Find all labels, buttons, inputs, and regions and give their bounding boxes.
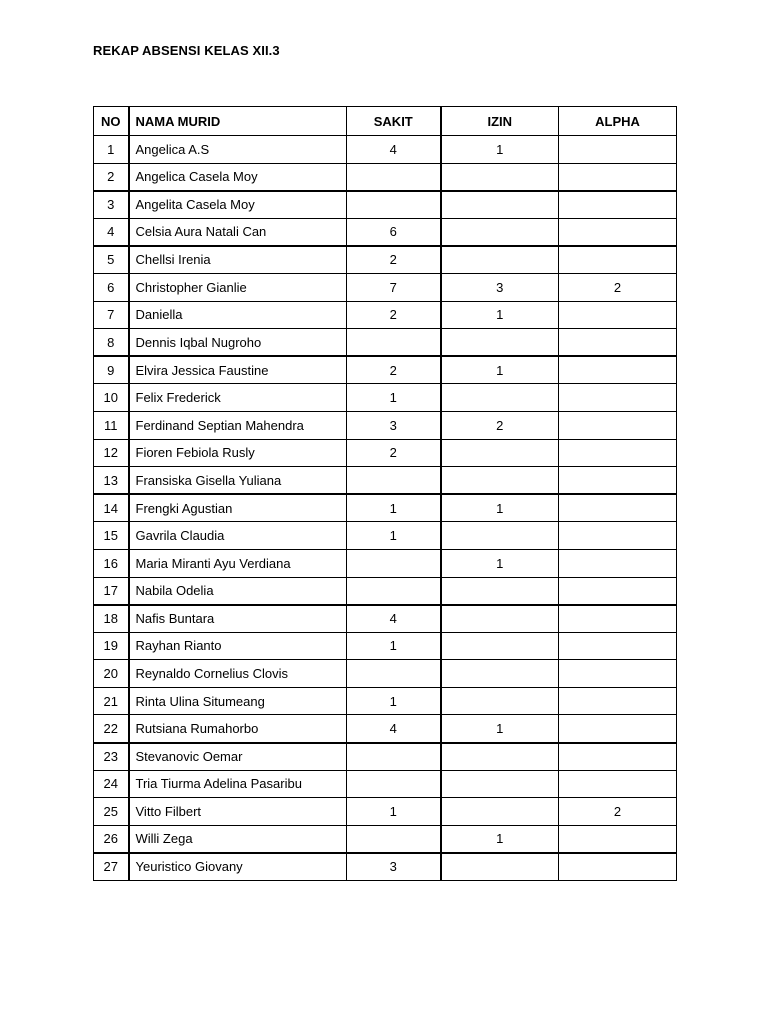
cell-nama: Reynaldo Cornelius Clovis [129,660,347,688]
cell-izin: 1 [441,136,559,164]
cell-izin [441,577,559,605]
cell-no: 17 [94,577,129,605]
cell-izin: 1 [441,356,559,384]
cell-izin: 3 [441,273,559,301]
cell-alpha [559,191,677,219]
table-row [94,715,677,743]
cell-sakit: 6 [347,218,441,246]
cell-sakit [347,163,441,191]
cell-izin [441,522,559,550]
cell-sakit [347,549,441,577]
cell-alpha [559,605,677,633]
cell-no: 20 [94,660,129,688]
cell-nama: Chellsi Irenia [129,246,347,274]
cell-nama: Angelica A.S [129,136,347,164]
cell-no: 11 [94,411,129,439]
cell-no: 21 [94,687,129,715]
table-row [94,163,677,191]
table-row [94,218,677,246]
cell-nama: Celsia Aura Natali Can [129,218,347,246]
cell-alpha [559,494,677,522]
table-row [94,356,677,384]
cell-no: 5 [94,246,129,274]
cell-izin [441,191,559,219]
cell-alpha [559,384,677,412]
cell-alpha [559,743,677,771]
cell-alpha [559,301,677,329]
cell-sakit: 1 [347,522,441,550]
cell-nama: Angelica Casela Moy [129,163,347,191]
cell-sakit: 2 [347,246,441,274]
cell-izin [441,384,559,412]
cell-nama: Dennis Iqbal Nugroho [129,329,347,357]
cell-izin [441,439,559,467]
header-alpha: ALPHA [559,107,677,136]
cell-izin [441,660,559,688]
table-row [94,660,677,688]
cell-nama: Rayhan Rianto [129,632,347,660]
cell-izin: 1 [441,549,559,577]
cell-nama: Fransiska Gisella Yuliana [129,467,347,495]
cell-alpha [559,853,677,881]
cell-alpha [559,329,677,357]
cell-no: 27 [94,853,129,881]
table-row [94,743,677,771]
cell-no: 3 [94,191,129,219]
cell-sakit [347,467,441,495]
cell-nama: Rutsiana Rumahorbo [129,715,347,743]
cell-izin: 2 [441,411,559,439]
cell-sakit: 4 [347,136,441,164]
header-izin: IZIN [441,107,559,136]
table-row [94,687,677,715]
header-nama: NAMA MURID [129,107,347,136]
cell-sakit: 1 [347,798,441,826]
cell-nama: Vitto Filbert [129,798,347,826]
cell-sakit [347,743,441,771]
table-row [94,384,677,412]
cell-nama: Nabila Odelia [129,577,347,605]
cell-alpha [559,770,677,798]
cell-no: 14 [94,494,129,522]
cell-izin [441,329,559,357]
table-row [94,522,677,550]
table-row [94,798,677,826]
table-row [94,191,677,219]
cell-nama: Rinta Ulina Situmeang [129,687,347,715]
cell-izin [441,743,559,771]
cell-alpha [559,439,677,467]
cell-sakit [347,660,441,688]
cell-alpha [559,660,677,688]
table-row [94,549,677,577]
cell-izin [441,246,559,274]
cell-izin [441,798,559,826]
cell-alpha [559,549,677,577]
cell-izin: 1 [441,715,559,743]
cell-sakit [347,191,441,219]
cell-sakit: 4 [347,715,441,743]
cell-sakit: 1 [347,384,441,412]
cell-no: 10 [94,384,129,412]
table-row [94,411,677,439]
table-row [94,605,677,633]
cell-alpha [559,246,677,274]
cell-alpha [559,632,677,660]
cell-no: 2 [94,163,129,191]
cell-sakit: 7 [347,273,441,301]
cell-izin [441,632,559,660]
table-row [94,301,677,329]
cell-alpha [559,163,677,191]
cell-no: 24 [94,770,129,798]
cell-alpha [559,136,677,164]
table-row [94,577,677,605]
table-row [94,825,677,853]
cell-alpha [559,356,677,384]
cell-sakit: 2 [347,301,441,329]
cell-izin [441,218,559,246]
cell-sakit: 3 [347,853,441,881]
cell-izin [441,770,559,798]
cell-no: 8 [94,329,129,357]
document-title: REKAP ABSENSI KELAS XII.3 [93,43,280,58]
table-row [94,136,677,164]
cell-alpha [559,715,677,743]
cell-sakit [347,825,441,853]
cell-alpha [559,687,677,715]
cell-sakit [347,770,441,798]
cell-alpha [559,522,677,550]
cell-no: 19 [94,632,129,660]
cell-no: 16 [94,549,129,577]
cell-alpha: 2 [559,798,677,826]
cell-alpha [559,577,677,605]
table-row [94,853,677,881]
cell-no: 15 [94,522,129,550]
header-sakit: SAKIT [347,107,441,136]
cell-nama: Daniella [129,301,347,329]
cell-alpha [559,218,677,246]
table-row [94,770,677,798]
cell-nama: Maria Miranti Ayu Verdiana [129,549,347,577]
cell-izin [441,687,559,715]
cell-sakit: 3 [347,411,441,439]
cell-no: 25 [94,798,129,826]
table-row [94,246,677,274]
cell-sakit: 1 [347,632,441,660]
cell-izin: 1 [441,301,559,329]
cell-nama: Felix Frederick [129,384,347,412]
cell-alpha [559,825,677,853]
table-row [94,494,677,522]
cell-izin [441,605,559,633]
cell-izin [441,163,559,191]
cell-no: 13 [94,467,129,495]
cell-alpha: 2 [559,273,677,301]
cell-nama: Angelita Casela Moy [129,191,347,219]
table-row [94,467,677,495]
table-body [94,136,677,881]
cell-sakit: 1 [347,687,441,715]
cell-nama: Willi Zega [129,825,347,853]
cell-no: 22 [94,715,129,743]
cell-nama: Elvira Jessica Faustine [129,356,347,384]
cell-nama: Yeuristico Giovany [129,853,347,881]
cell-no: 7 [94,301,129,329]
cell-no: 12 [94,439,129,467]
cell-no: 4 [94,218,129,246]
cell-no: 1 [94,136,129,164]
cell-sakit [347,577,441,605]
cell-sakit: 2 [347,356,441,384]
attendance-table [93,106,677,881]
cell-nama: Ferdinand Septian Mahendra [129,411,347,439]
cell-izin: 1 [441,494,559,522]
cell-nama: Fioren Febiola Rusly [129,439,347,467]
table-row [94,329,677,357]
header-no: NO [94,107,129,136]
cell-no: 9 [94,356,129,384]
cell-sakit [347,329,441,357]
cell-izin: 1 [441,825,559,853]
table-row [94,273,677,301]
cell-nama: Tria Tiurma Adelina Pasaribu [129,770,347,798]
cell-alpha [559,467,677,495]
cell-nama: Christopher Gianlie [129,273,347,301]
cell-nama: Frengki Agustian [129,494,347,522]
cell-alpha [559,411,677,439]
cell-izin [441,853,559,881]
table-header-row [94,107,677,136]
cell-nama: Nafis Buntara [129,605,347,633]
cell-no: 18 [94,605,129,633]
cell-no: 26 [94,825,129,853]
cell-sakit: 2 [347,439,441,467]
cell-sakit: 4 [347,605,441,633]
table-row [94,632,677,660]
cell-nama: Gavrila Claudia [129,522,347,550]
cell-izin [441,467,559,495]
cell-sakit: 1 [347,494,441,522]
table-row [94,439,677,467]
cell-no: 23 [94,743,129,771]
cell-no: 6 [94,273,129,301]
cell-nama: Stevanovic Oemar [129,743,347,771]
